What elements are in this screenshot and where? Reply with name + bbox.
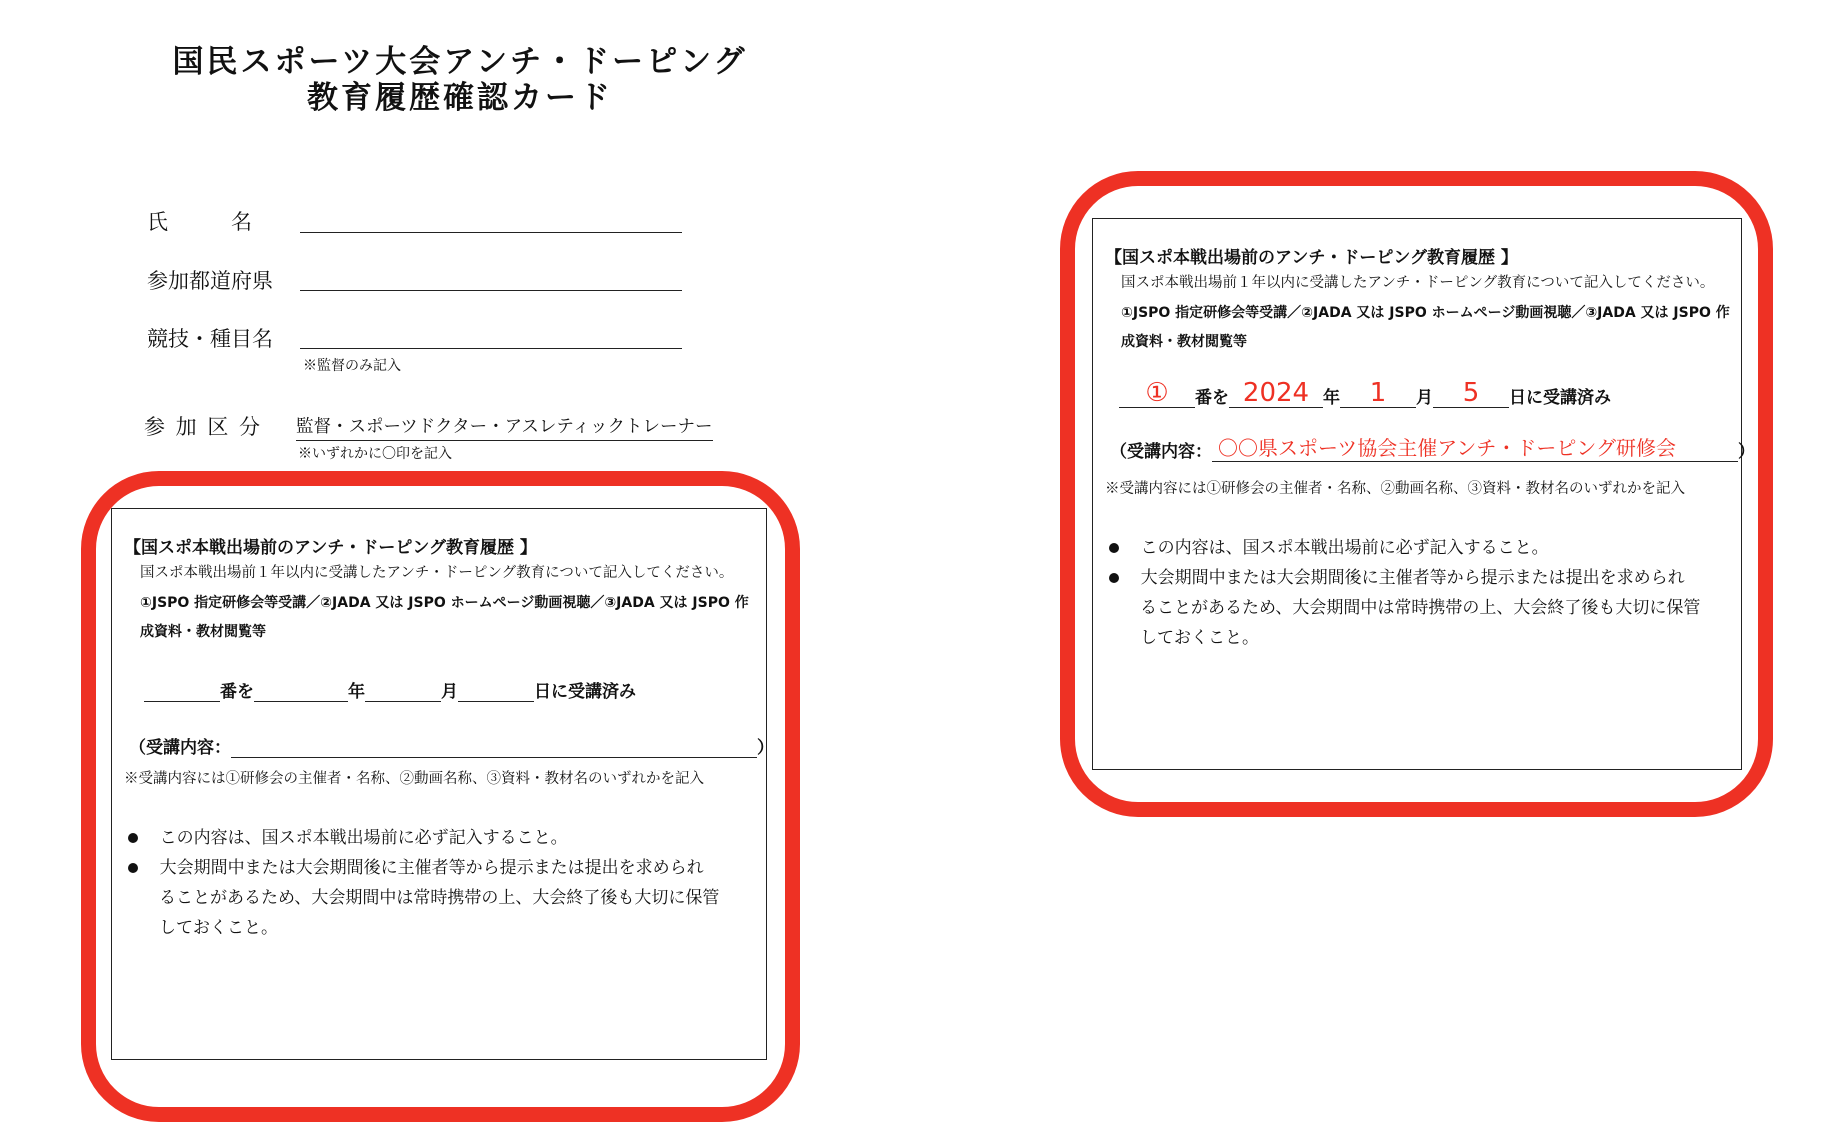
category-label: 参 加 区 分 [144,415,263,439]
card-options-line1: ①JSPO 指定研修会等受講／②JADA 又は JSPO ホームページ動画視聴／③JADA 又は JSPO 作 [1121,305,1730,321]
content-note: ※受講内容には①研修会の主催者・名称、②動画名称、③資料・教材名のいずれかを記入 [124,771,704,787]
attendance-date-row: 番を 年 月 日に受講済み [144,677,636,702]
bullet-2: 大会期間中または大会期間後に主催者等から提示または提出を求められ [1109,563,1737,588]
content-filled[interactable]: 〇〇県スポーツ協会主催アンチ・ドーピング研修会 [1212,435,1738,462]
category-options[interactable]: 監督・スポーツドクター・アスレティックトレーナー [296,413,713,441]
bullet-1: この内容は、国スポ本戦出場前に必ず記入すること。 [128,823,568,848]
bullet-2-line2: ることがあるため、大会期間中は常時携帯の上、大会終了後も大切に保管 [159,888,720,908]
document-title-line1: 国民スポーツ大会アンチ・ドーピング [172,44,748,80]
name-field-line[interactable] [300,232,682,233]
card-description: 国スポ本戦出場前１年以内に受講したアンチ・ドーピング教育について記入してください。 [1121,275,1715,291]
year-filled[interactable]: 2024 [1229,379,1323,408]
card-heading: 【国スポ本戦出場前のアンチ・ドーピング教育履歴 】 [124,538,537,558]
number-filled[interactable]: ① [1119,379,1195,408]
bullet-dot [128,833,138,843]
attendance-date-row: ① 番を 2024 年 1 月 5 日に受講済み [1119,379,1611,411]
bullet-2-line3: しておくこと。 [1140,628,1259,648]
card-description: 国スポ本戦出場前１年以内に受講したアンチ・ドーピング教育について記入してください。 [140,565,734,581]
prefecture-field-line[interactable] [300,290,682,291]
card-heading: 【国スポ本戦出場前のアンチ・ドーピング教育履歴 】 [1105,248,1518,268]
day-filled[interactable]: 5 [1433,379,1509,408]
bullet-1: この内容は、国スポ本戦出場前に必ず記入すること。 [1109,533,1549,558]
month-filled[interactable]: 1 [1340,379,1416,408]
day-blank[interactable] [458,679,534,702]
bullet-2: 大会期間中または大会期間後に主催者等から提示または提出を求められ [128,853,762,878]
number-blank[interactable] [144,679,220,702]
education-card-blank [111,508,774,1060]
content-row: （受講内容： ） [129,733,774,758]
card-options-line2: 成資料・教材閲覧等 [140,624,266,640]
year-blank[interactable] [254,679,348,702]
content-row: （受講内容： 〇〇県スポーツ協会主催アンチ・ドーピング研修会 ） [1110,436,1755,462]
category-note: ※いずれかに〇印を記入 [298,446,452,462]
content-blank[interactable] [231,735,757,758]
month-blank[interactable] [365,679,441,702]
bullet-2-line3: しておくこと。 [159,918,278,938]
name-label: 氏 名 [147,210,252,234]
sport-field-line[interactable] [300,348,682,349]
content-note: ※受講内容には①研修会の主催者・名称、②動画名称、③資料・教材名のいずれかを記入 [1105,481,1685,497]
bullet-2-line2: ることがあるため、大会期間中は常時携帯の上、大会終了後も大切に保管 [1140,598,1701,618]
education-card-example [1092,218,1755,770]
bullet-dot [1109,543,1119,553]
prefecture-label: 参加都道府県 [147,269,273,293]
sport-note: ※監督のみ記入 [303,358,401,374]
bullet-dot [128,863,138,873]
bullet-dot [1109,573,1119,583]
sport-label: 競技・種目名 [147,327,273,351]
card-options-line1: ①JSPO 指定研修会等受講／②JADA 又は JSPO ホームページ動画視聴／③JADA 又は JSPO 作 [140,595,749,611]
document-title-line2: 教育履歴確認カード [307,80,613,116]
card-options-line2: 成資料・教材閲覧等 [1121,334,1247,350]
